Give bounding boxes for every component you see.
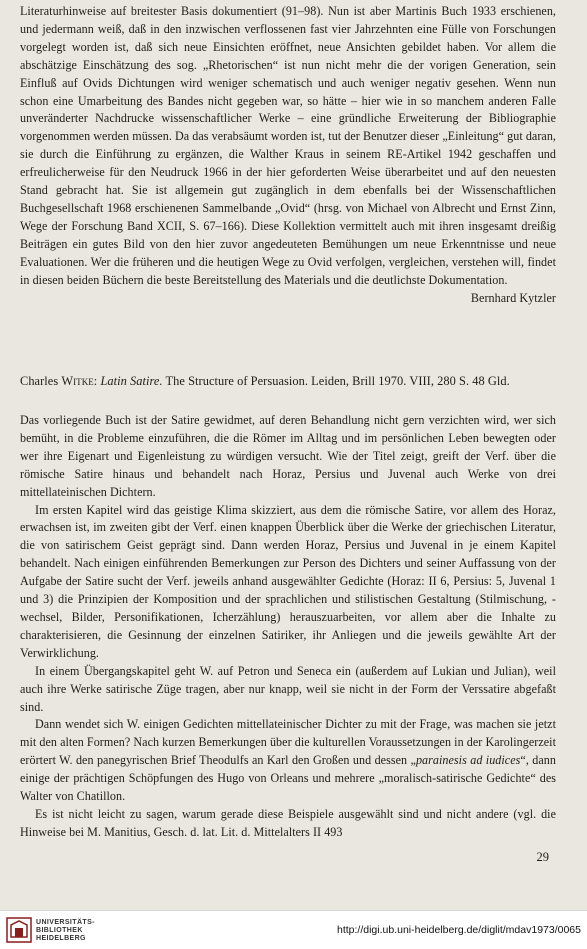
review-paragraph-3: In einem Übergangskapitel geht W. auf Petron und Seneca ein (außerdem auf Lukian und Julian), weil auch ihre Werke satirische Züge tragen, aber nur knapp, weil sie nicht in der Form der Verssatire abgefaßt sind. (20, 663, 556, 714)
review-kytzler (20, 3, 556, 307)
library-seal-icon (6, 917, 32, 943)
review-witke (20, 412, 556, 842)
library-logo-text: UNIVERSITÄTS- BIBLIOTHEK HEIDELBERG (36, 919, 95, 942)
book-bibliographic-details: The Structure of Persuasion. Leiden, Brill 1970. VIII, 280 S. 48 Gld. (165, 374, 510, 388)
page-number: 29 (536, 850, 549, 864)
review-paragraph-4: Dann wendet sich W. einigen Gedichten mittellateinischer Dichter zu mit der Frage, was machen sie jetzt mit den alten Formen? Nach kurzen Bemerkungen über die kulturellen Voraussetzungen in der Karolingerzeit erörtert W. den panegyrischen Brief Theodulfs an Karl den Großen und dessen „parainesis ad iudices“, dann einige der prächtigen Schöpfungen des Hugo von Orleans und mehrere „moralisch-satirische Gedichte“ des Walter von Chatillon. (20, 717, 556, 804)
author-last-name: Witke (61, 374, 94, 388)
review-paragraph-1: Das vorliegende Buch ist der Satire gewidmet, auf deren Behandlung nicht gern verzichten wird, wer sich bemüht, in die Probleme einzuführen, die die Römer im Alltag und im persönlichen Leben bewegten oder wer ihre Eigenart und Eigenleistung zu würdigen versucht. Wie der Titel zeigt, greift der Verf. über die römische Satire hinaus und behandelt nach Horaz, Persius und Juvenal auch Werke von drei mittellateinischen Dichtern. (20, 413, 556, 499)
latin-title-italic: parainesis ad iudices (415, 753, 521, 768)
review-paragraph-2: Im ersten Kapitel wird das geistige Klima skizziert, aus dem die römische Satire, vor allem des Horaz, erwachsen ist, im zweiten gibt der Verf. einen knappen Überblick über die Werke der griechischen Literatur, die von satirischem Geist geprägt sind. Dann werden Horaz, Persius und Juvenal in je einem Kapitel behandelt. Nach einigen einführenden Bemerkungen zur Person des Dichters und seiner Auffassung von der Aufgabe der Satire sucht der Verf. jeweils anhand ausgewählter Gedichte (Horaz: II 6, Persius: 5, Juvenal 1 und 3) die Prinzipien der Komposition und der sprachlichen und stilistischen Gestaltung (Stilmischung, -wechsel, Bilder, Personifikationen, Icherzählung) herauszuarbeiten, vor allem aber die Inhalte zu charakterisieren, die Gesinnung der einzelnen Satiriker, ihr Anliegen und die jeweils gewählte Art der Verwirklichung. (20, 502, 556, 660)
author-first-name: Charles (20, 374, 59, 388)
viewer-footer (0, 910, 587, 949)
review-paragraph-5: Es ist nicht leicht zu sagen, warum gerade diese Beispiele ausgewählt sind und nicht andere (vgl. die Hinweise bei M. Manitius, Gesch. d. lat. Lit. d. Mittelalters II 493 (20, 806, 556, 839)
book-citation: Charles Witke: Latin Satire. The Structure of Persuasion. Leiden, Brill 1970. VIII, 280 S. 48 Gld. (20, 374, 510, 388)
reviewer-signature: Bernhard Kytzler (470, 290, 556, 305)
library-logo[interactable] (6, 917, 126, 945)
review-paragraph: Literaturhinweise auf breitester Basis dokumentiert (91–98). Nun ist aber Martinis Buch 1933 erschienen, und jedermann weiß, daß in den inzwischen verflossenen fast vier Jahrzehnten eine Fülle von Forschungen vorgelegt worden ist, daß sich neue Einsichten eröffnet, neue Ansichten gebildet haben. Vor allem die abschätzige Einschätzung des sog. „Rhetorischen“ ist nun nicht mehr die der vorigen Generation, sein Einfluß auf Ovids Dichtungen wird weniger schematisch und auch weniger negativ gesehen. Wenn nun schon eine Umarbeitung des Bandes nicht gegeben war, so hätte – hier wie in so manchem anderen Falle unveränderter Nachdrucke wissenschaftlicher Werke – eine gründliche Erweiterung der Bibliographie vorgenommen werden müssen. Da das verabsäumt worden ist, tut der Benutzer dieser „Einleitung“ gut daran, sie durch die Einführung zu ergänzen, die Walther Kraus in seinem RE-Artikel 1942 geschaffen und erfreulicherweise für den Neudruck 1966 in der hier geforderten Weise überarbeitet und auf den neuesten Stand gebracht hat. Sie ist allgemein gut zugänglich in dem ebenfalls bei der Wissenschaftlichen Buchgesellschaft 1968 erschienenen Sammelbande „Ovid“ (hrsg. von Michael von Albrecht und Ernst Zinn, Wege der Forschung Band XCII, S. 67–166). Diese Kollektion vermittelt auch mit ihren insgesamt dreißig Beiträgen ein gutes Bild von den hier zuvor angedeuteten Bemühungen um neue Erkenntnisse und neue Evaluationen. Wer die früheren und die heutigen Wege zu Ovid verfolgen, vergleichen, verstehen will, findet in diesen beiden Büchern die beste Bereitstellung des Materials und die deutlichste Dokumentation. Bernhard Kytzler (20, 3, 556, 290)
permalink-url[interactable]: http://digi.ub.uni-heidelberg.de/diglit/mdav1973/0065 (336, 924, 581, 936)
book-title: Latin Satire. (100, 374, 163, 388)
